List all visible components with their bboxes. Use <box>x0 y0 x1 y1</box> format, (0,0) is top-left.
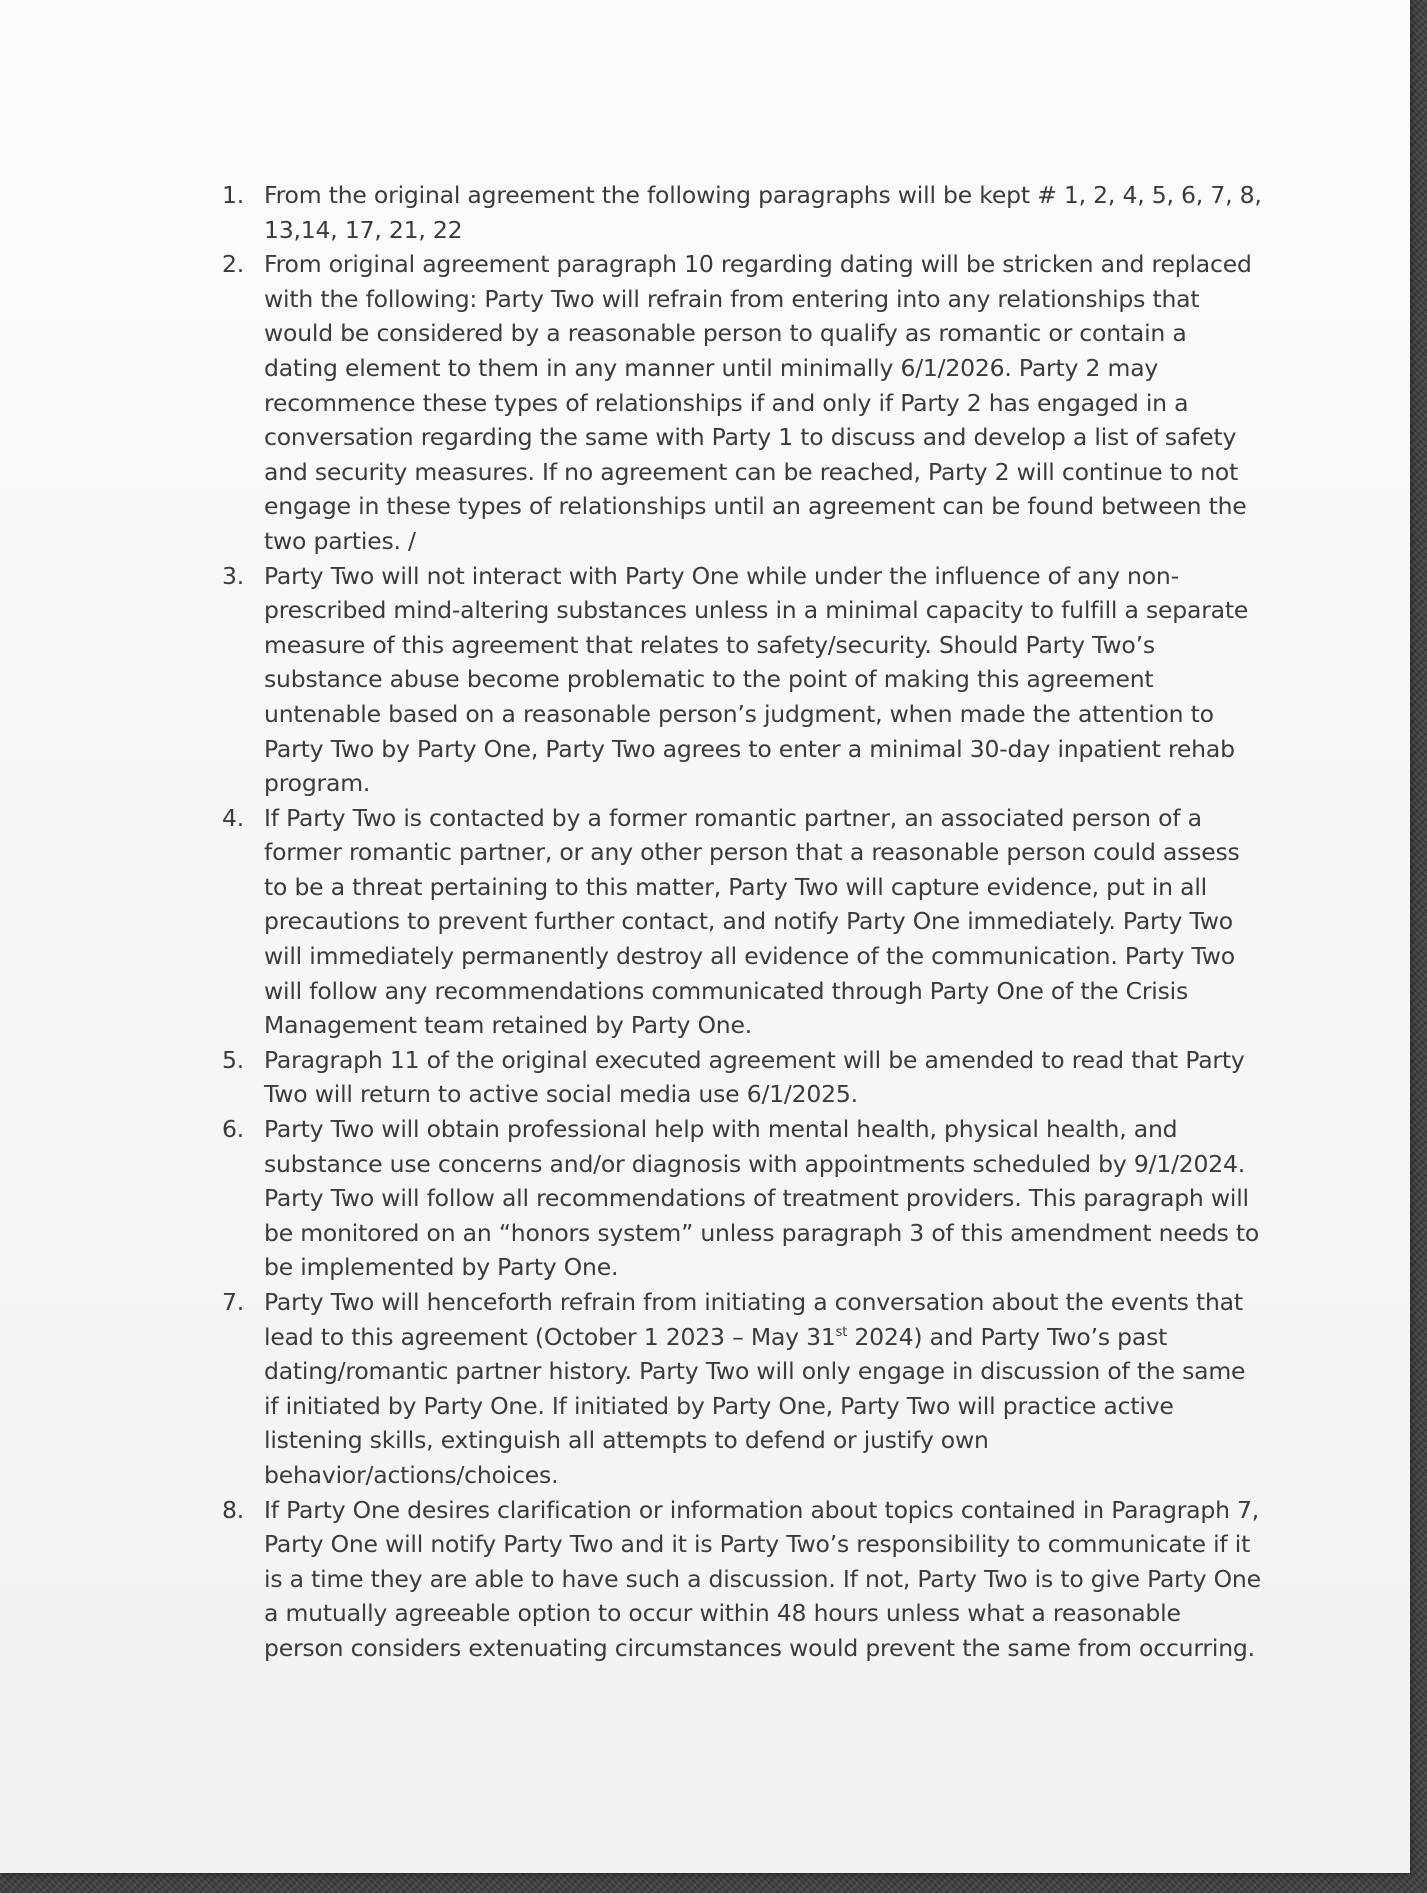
ordinal-suffix: st <box>835 1324 848 1340</box>
item-text: Party Two will obtain professional help with mental health, physical health, and substance use concerns and/or diagnosis with appointments scheduled by 9/1/2024. Party Two will follow all recommendations of treatment providers. This paragraph will be monitored on an “honors system” unless paragraph 3 of this amendment needs to be implemented by Party One. <box>264 1115 1260 1282</box>
list-item-8 <box>222 1493 1262 1666</box>
item-text <box>264 1285 1262 1493</box>
amendment-list <box>222 178 1262 1666</box>
item-text: From original agreement paragraph 10 regarding dating will be stricken and replaced with the following: Party Two will refrain from entering into any relationships that would be considered by a reasonable person to qualify as romantic or contain a dating element to them in any manner until minimally 6/1/2026. Party 2 may recommence these types of relationships if and only if Party 2 has engaged in a conversation regarding the same with Party 1 to discuss and develop a list of safety and security measures. If no agreement can be reached, Party 2 will continue to not engage in these types of relationships until an agreement can be found between the two parties. / <box>264 250 1252 555</box>
item-number: 7. <box>222 1288 245 1316</box>
item-text-before: Party Two will henceforth refrain from initiating a conversation about the events that lead to this agreement (October 1 2023 – May 31 <box>264 1288 1243 1351</box>
list-item-4 <box>222 801 1262 1043</box>
item-text-after: 2024) and Party Two’s past dating/romantic partner history. Party Two will only engage in discussion of the same if initiated by Party One. If initiated by Party One, Party Two will practice active listening skills, extinguish all attempts to defend or justify own behavior/actions/choices. <box>264 1322 1246 1489</box>
list-item-7 <box>222 1285 1262 1493</box>
item-number: 4. <box>222 803 245 832</box>
item-text: Party Two will not interact with Party One while under the influence of any non-prescribed mind-altering substances unless in a minimal capacity to fulfill a separate measure of this agreement that relates to safety/security. Should Party Two’s substance abuse become problematic to the point of making this agreement untenable based on a reasonable person’s judgment, when made the attention to Party Two by Party One, Party Two agrees to enter a minimal 30-day inpatient rehab program. <box>264 561 1249 798</box>
item-number: 1. <box>222 181 245 209</box>
list-item-2 <box>222 247 1262 558</box>
list-item-5 <box>222 1043 1262 1112</box>
item-text: From the original agreement the following paragraphs will be kept # 1, 2, 4, 5, 6, 7, 8, 13,14, 17, 21, 22 <box>264 181 1262 244</box>
item-text: If Party One desires clarification or information about topics contained in Paragraph 7, Party One will notify Party Two and it is Party Two’s responsibility to communicate if it is a time they are able to have such a discussion. If not, Party Two is to give Party One a mutually agreeable option to occur within 48 hours unless what a reasonable person considers extenuating circumstances would prevent the same from occurring. <box>264 1495 1261 1662</box>
list-item-3 <box>222 559 1262 801</box>
item-text: Paragraph 11 of the original executed agreement will be amended to read that Party Two will return to active social media use 6/1/2025. <box>264 1045 1245 1109</box>
list-item-6 <box>222 1112 1262 1285</box>
item-number: 3. <box>222 561 245 590</box>
item-text: If Party Two is contacted by a former romantic partner, an associated person of a former romantic partner, or any other person that a reasonable person could assess to be a threat pertaining to this matter, Party Two will capture evidence, put in all precautions to prevent further contact, and notify Party One immediately. Party Two will immediately permanently destroy all evidence of the communication. Party Two will follow any recommendations communicated through Party One of the Crisis Management team retained by Party One. <box>264 803 1240 1040</box>
item-number: 8. <box>222 1495 245 1524</box>
list-item-1 <box>222 178 1262 247</box>
item-number: 2. <box>222 250 245 279</box>
item-number: 6. <box>222 1115 245 1144</box>
item-number: 5. <box>222 1045 245 1074</box>
